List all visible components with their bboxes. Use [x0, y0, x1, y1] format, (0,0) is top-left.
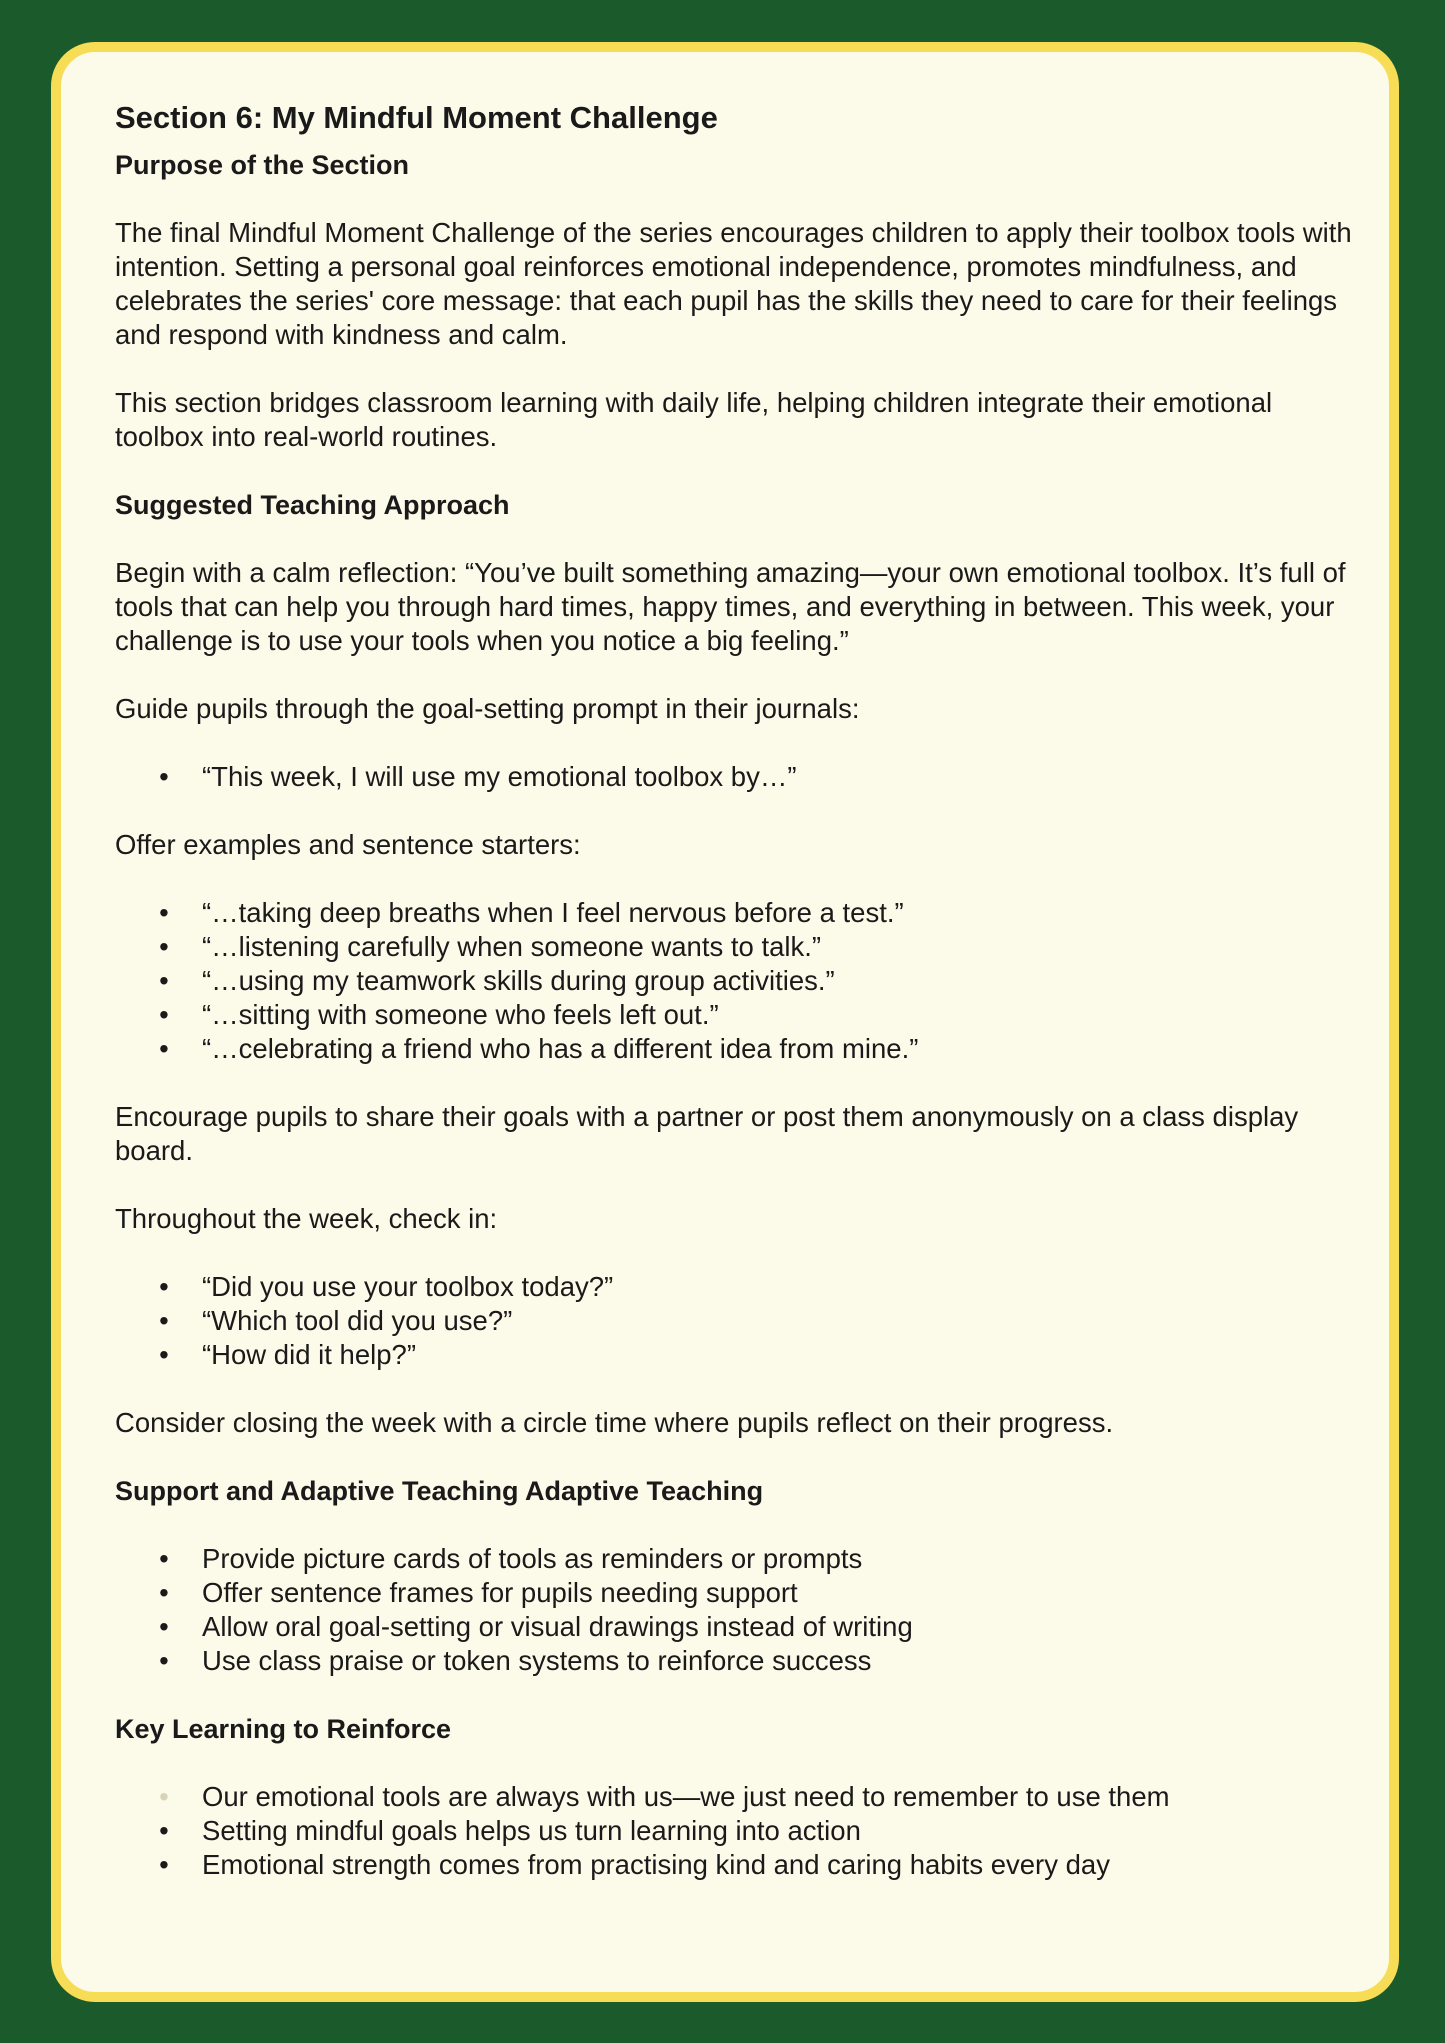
list-item-text: “…using my teamwork skills during group activities.”	[202, 965, 835, 996]
list-item-text: Offer sentence frames for pupils needing support	[202, 1577, 798, 1608]
list-item	[115, 1032, 1355, 1066]
list-item-text: Provide picture cards of tools as reminders or prompts	[202, 1543, 863, 1574]
bullet-icon: •	[159, 1645, 169, 1676]
list-item-text: Use class praise or token systems to reinforce success	[202, 1645, 872, 1676]
approach-paragraph-3: Offer examples and sentence starters:	[115, 829, 581, 860]
bullet-icon: •	[159, 1577, 169, 1608]
list-item	[115, 1814, 1355, 1848]
bullet-icon: •	[159, 1543, 169, 1574]
list-item	[115, 998, 1355, 1032]
page-title: Section 6: My Mindful Moment Challenge	[115, 100, 718, 135]
bullet-icon: •	[159, 1849, 169, 1880]
list-item-text: “…listening carefully when someone wants to talk.”	[202, 931, 822, 962]
list-item-text: “Which tool did you use?”	[202, 1305, 513, 1336]
list-item-text: “Did you use your toolbox today?”	[202, 1271, 614, 1302]
approach-paragraph-5: Throughout the week, check in:	[115, 1203, 498, 1234]
list-item	[115, 1576, 1355, 1610]
page-card	[51, 42, 1399, 2002]
starter-list	[115, 896, 1355, 1066]
list-item	[115, 1338, 1355, 1372]
list-item	[115, 760, 1355, 794]
bullet-icon: •	[159, 931, 169, 962]
bullet-icon: •	[159, 1339, 169, 1370]
key-learning-heading: Key Learning to Reinforce	[115, 1714, 452, 1744]
list-item	[115, 1848, 1355, 1882]
list-item	[115, 896, 1355, 930]
prompt-list	[115, 760, 1355, 794]
purpose-paragraph-2: This section bridges classroom learning with daily life, helping children integrate their emotional toolbox into real-world routines.	[115, 387, 1273, 452]
list-item	[115, 1304, 1355, 1338]
purpose-heading: Purpose of the Section	[115, 150, 410, 180]
document-content	[115, 98, 1355, 1882]
list-item-text: Our emotional tools are always with us—we just need to remember to use them	[202, 1781, 1170, 1812]
support-list	[115, 1542, 1355, 1678]
bullet-icon: •	[159, 1611, 169, 1642]
list-item	[115, 1542, 1355, 1576]
list-item-text: Allow oral goal-setting or visual drawings instead of writing	[202, 1611, 913, 1642]
list-item-text: “…sitting with someone who feels left out.”	[202, 999, 719, 1030]
list-item	[115, 930, 1355, 964]
list-item-text: Setting mindful goals helps us turn learning into action	[202, 1815, 861, 1846]
bullet-icon: •	[159, 897, 169, 928]
checkin-list	[115, 1270, 1355, 1372]
list-item-text: “This week, I will use my emotional toolbox by…”	[202, 761, 797, 792]
list-item-text: “…taking deep breaths when I feel nervous before a test.”	[202, 897, 904, 928]
bullet-icon: •	[159, 1033, 169, 1064]
list-item	[115, 964, 1355, 998]
list-item	[115, 1780, 1355, 1814]
approach-paragraph-1: Begin with a calm reflection: “You’ve built something amazing—your own emotional toolbox. It’s full of tools that can help you through hard times, happy times, and everything in between. This week, your challenge is to use your tools when you notice a big feeling.”	[115, 557, 1346, 656]
list-item-text: “…celebrating a friend who has a different idea from mine.”	[202, 1033, 919, 1064]
approach-paragraph-2: Guide pupils through the goal-setting prompt in their journals:	[115, 693, 860, 724]
purpose-paragraph-1: The final Mindful Moment Challenge of the series encourages children to apply their toolbox tools with intention. Setting a personal goal reinforces emotional independence, promotes mindfulness, and celebrates the series' core message: that each pupil has the skills they need to care for their feelings and respond with kindness and calm.	[115, 217, 1352, 350]
bullet-icon: •	[159, 1271, 169, 1302]
bullet-icon: •	[159, 1781, 169, 1812]
approach-paragraph-6: Consider closing the week with a circle time where pupils reflect on their progress.	[115, 1407, 1114, 1438]
approach-heading: Suggested Teaching Approach	[115, 490, 510, 520]
bullet-icon: •	[159, 761, 169, 792]
list-item	[115, 1644, 1355, 1678]
bullet-icon: •	[159, 965, 169, 996]
list-item	[115, 1610, 1355, 1644]
key-learning-list	[115, 1780, 1355, 1882]
bullet-icon: •	[159, 1815, 169, 1846]
approach-paragraph-4: Encourage pupils to share their goals with a partner or post them anonymously on a class display board.	[115, 1101, 1299, 1166]
support-heading: Support and Adaptive Teaching Adaptive Teaching	[115, 1476, 764, 1506]
bullet-icon: •	[159, 1305, 169, 1336]
list-item	[115, 1270, 1355, 1304]
list-item-text: “How did it help?”	[202, 1339, 416, 1370]
bullet-icon: •	[159, 999, 169, 1030]
list-item-text: Emotional strength comes from practising kind and caring habits every day	[202, 1849, 1110, 1880]
